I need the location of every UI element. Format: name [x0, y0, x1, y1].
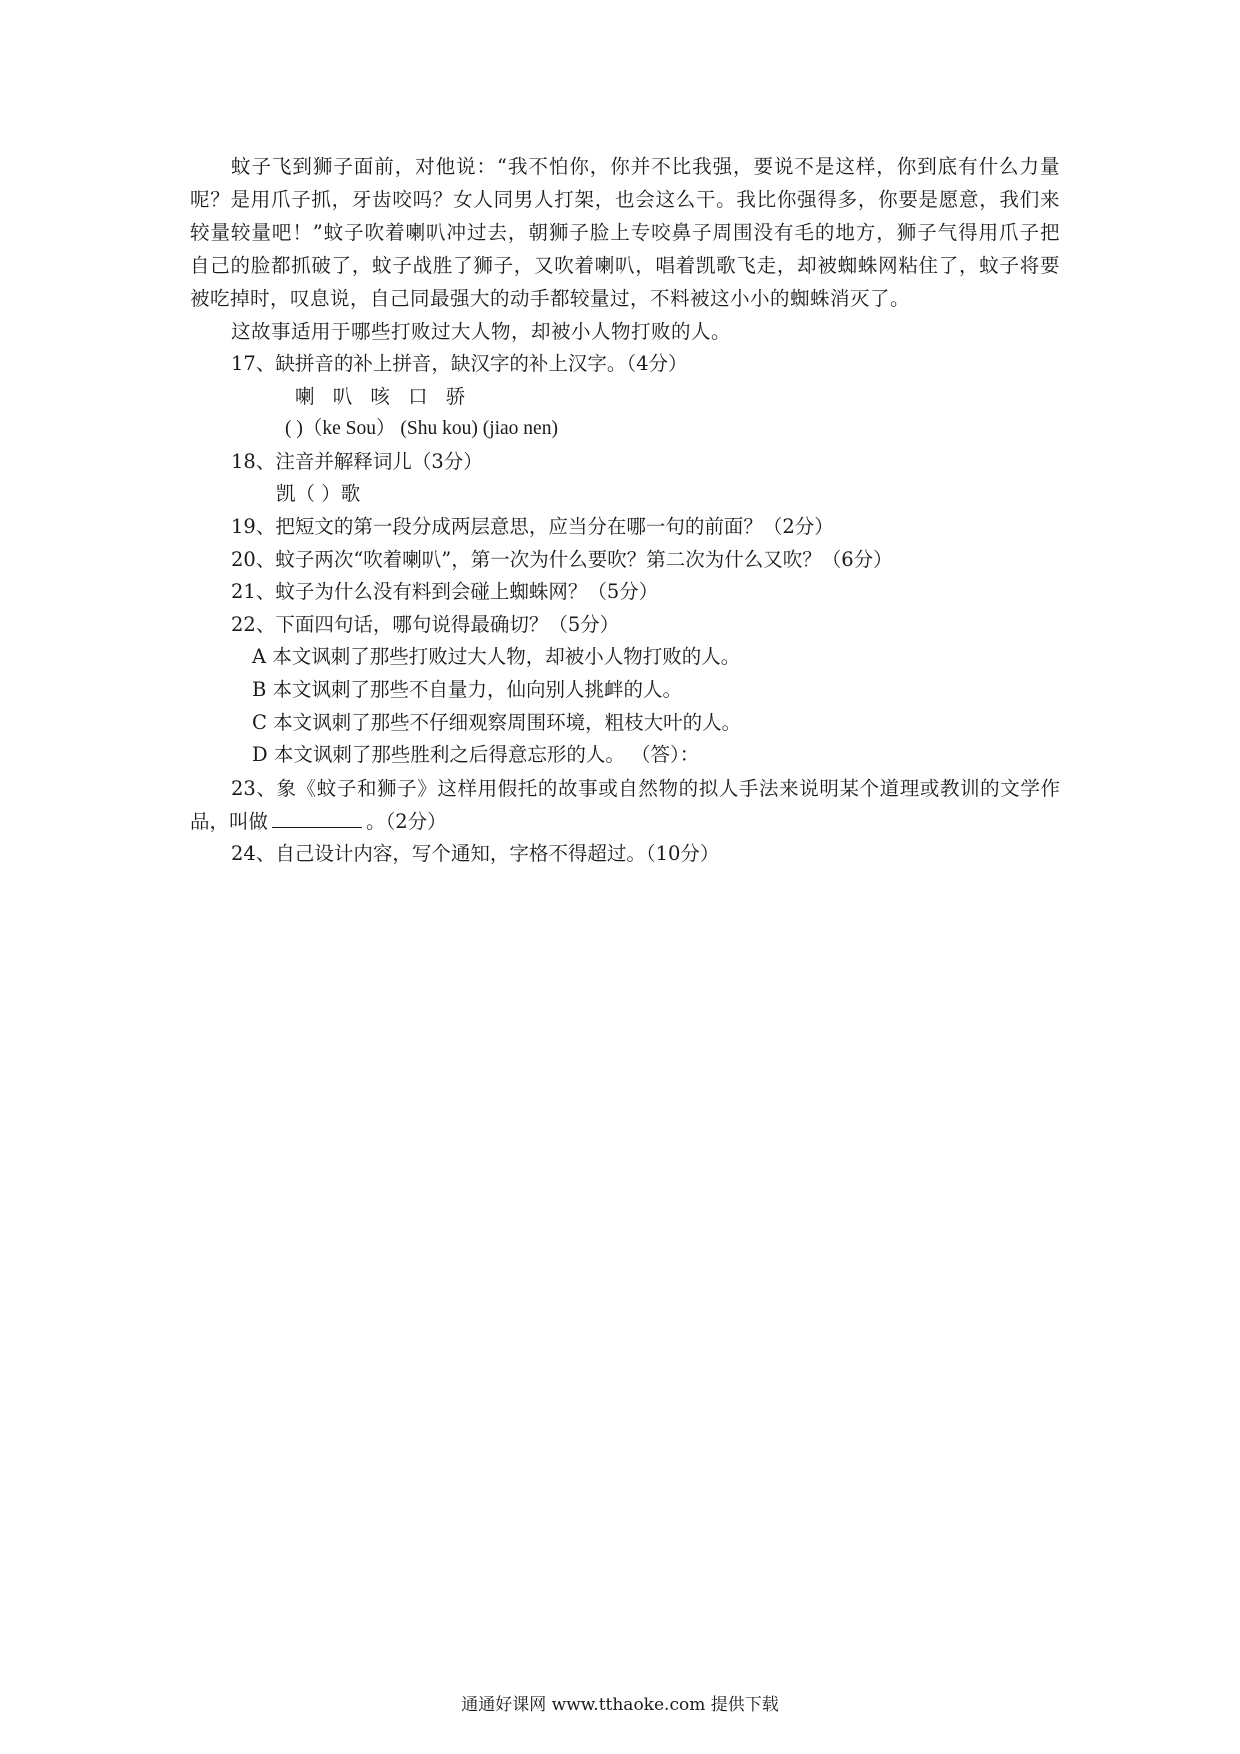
question-22: 22、下面四句话，哪句说得最确切？（5分） — [231, 612, 620, 636]
question-22-option-c: C 本文讽刺了那些不仔细观察周围环境，粗枝大叶的人。 — [252, 710, 742, 734]
question-22-option-b: B 本文讽刺了那些不自量力，仙向别人挑衅的人。 — [252, 677, 683, 701]
passage-paragraph-2: 这故事适用于哪些打败过大人物，却被小人物打败的人。 — [231, 320, 732, 343]
question-17-pinyin: ( )（ke Sou） (Shu kou) (jiao nen) — [285, 418, 558, 440]
question-23-score: 。（2分） — [366, 809, 447, 833]
question-23-text: 23、象《蚊子和狮子》这样用假托的故事或自然物的拟人手法来说明某个道理或教训的文学作品，叫做 — [190, 776, 1060, 833]
passage-paragraph-1: 蚊子飞到狮子面前，对他说：“我不怕你，你并不比我强，要说不是这样，你到底有什么力量呢？是用爪子抓，牙齿咬吗？女人同男人打架，也会这么干。我比你强得多，你要是愿意，我们来较量较量吧！”蚊子吹着喇叭冲过去，朝狮子脸上专咬鼻子周围没有毛的地方，狮子气得用爪子把自己的脸都抓破了，蚊子战胜了狮子，又吹着喇叭，唱着凯歌飞走，却被蜘蛛网粘住了，蚊子将要被吃掉时，叹息说，自己同最强大的动手都较量过，不料被这小小的蜘蛛消灭了。 — [190, 155, 1060, 310]
question-22-option-d: D 本文讽刺了那些胜利之后得意忘形的人。 （答）： — [252, 743, 700, 767]
document-body — [190, 150, 1060, 870]
question-21: 21、蚊子为什么没有料到会碰上蜘蛛网？（5分） — [231, 580, 659, 604]
question-19: 19、把短文的第一段分成两层意思，应当分在哪一句的前面？（2分） — [231, 514, 834, 538]
question-23 — [190, 772, 1060, 838]
question-24: 24、自己设计内容，写个通知，字格不得超过。（10分） — [231, 841, 720, 865]
question-22-option-a: A 本文讽刺了那些打败过大人物，却被小人物打败的人。 — [252, 645, 741, 669]
question-18: 18、注音并解释词儿（3分） — [231, 449, 483, 473]
answer-blank — [272, 807, 362, 828]
page-footer: 通通好课网 www.tthaoke.com 提供下载 — [461, 1695, 779, 1715]
question-17-characters: 喇 叭 咳 口 骄 — [295, 384, 472, 408]
question-17: 17、缺拼音的补上拼音，缺汉字的补上汉字。（4分） — [231, 352, 688, 375]
question-18-word: 凯（ ）歌 — [276, 482, 361, 506]
question-20: 20、蚊子两次“吹着喇叭”，第一次为什么要吹？第二次为什么又吹？（6分） — [231, 547, 893, 571]
